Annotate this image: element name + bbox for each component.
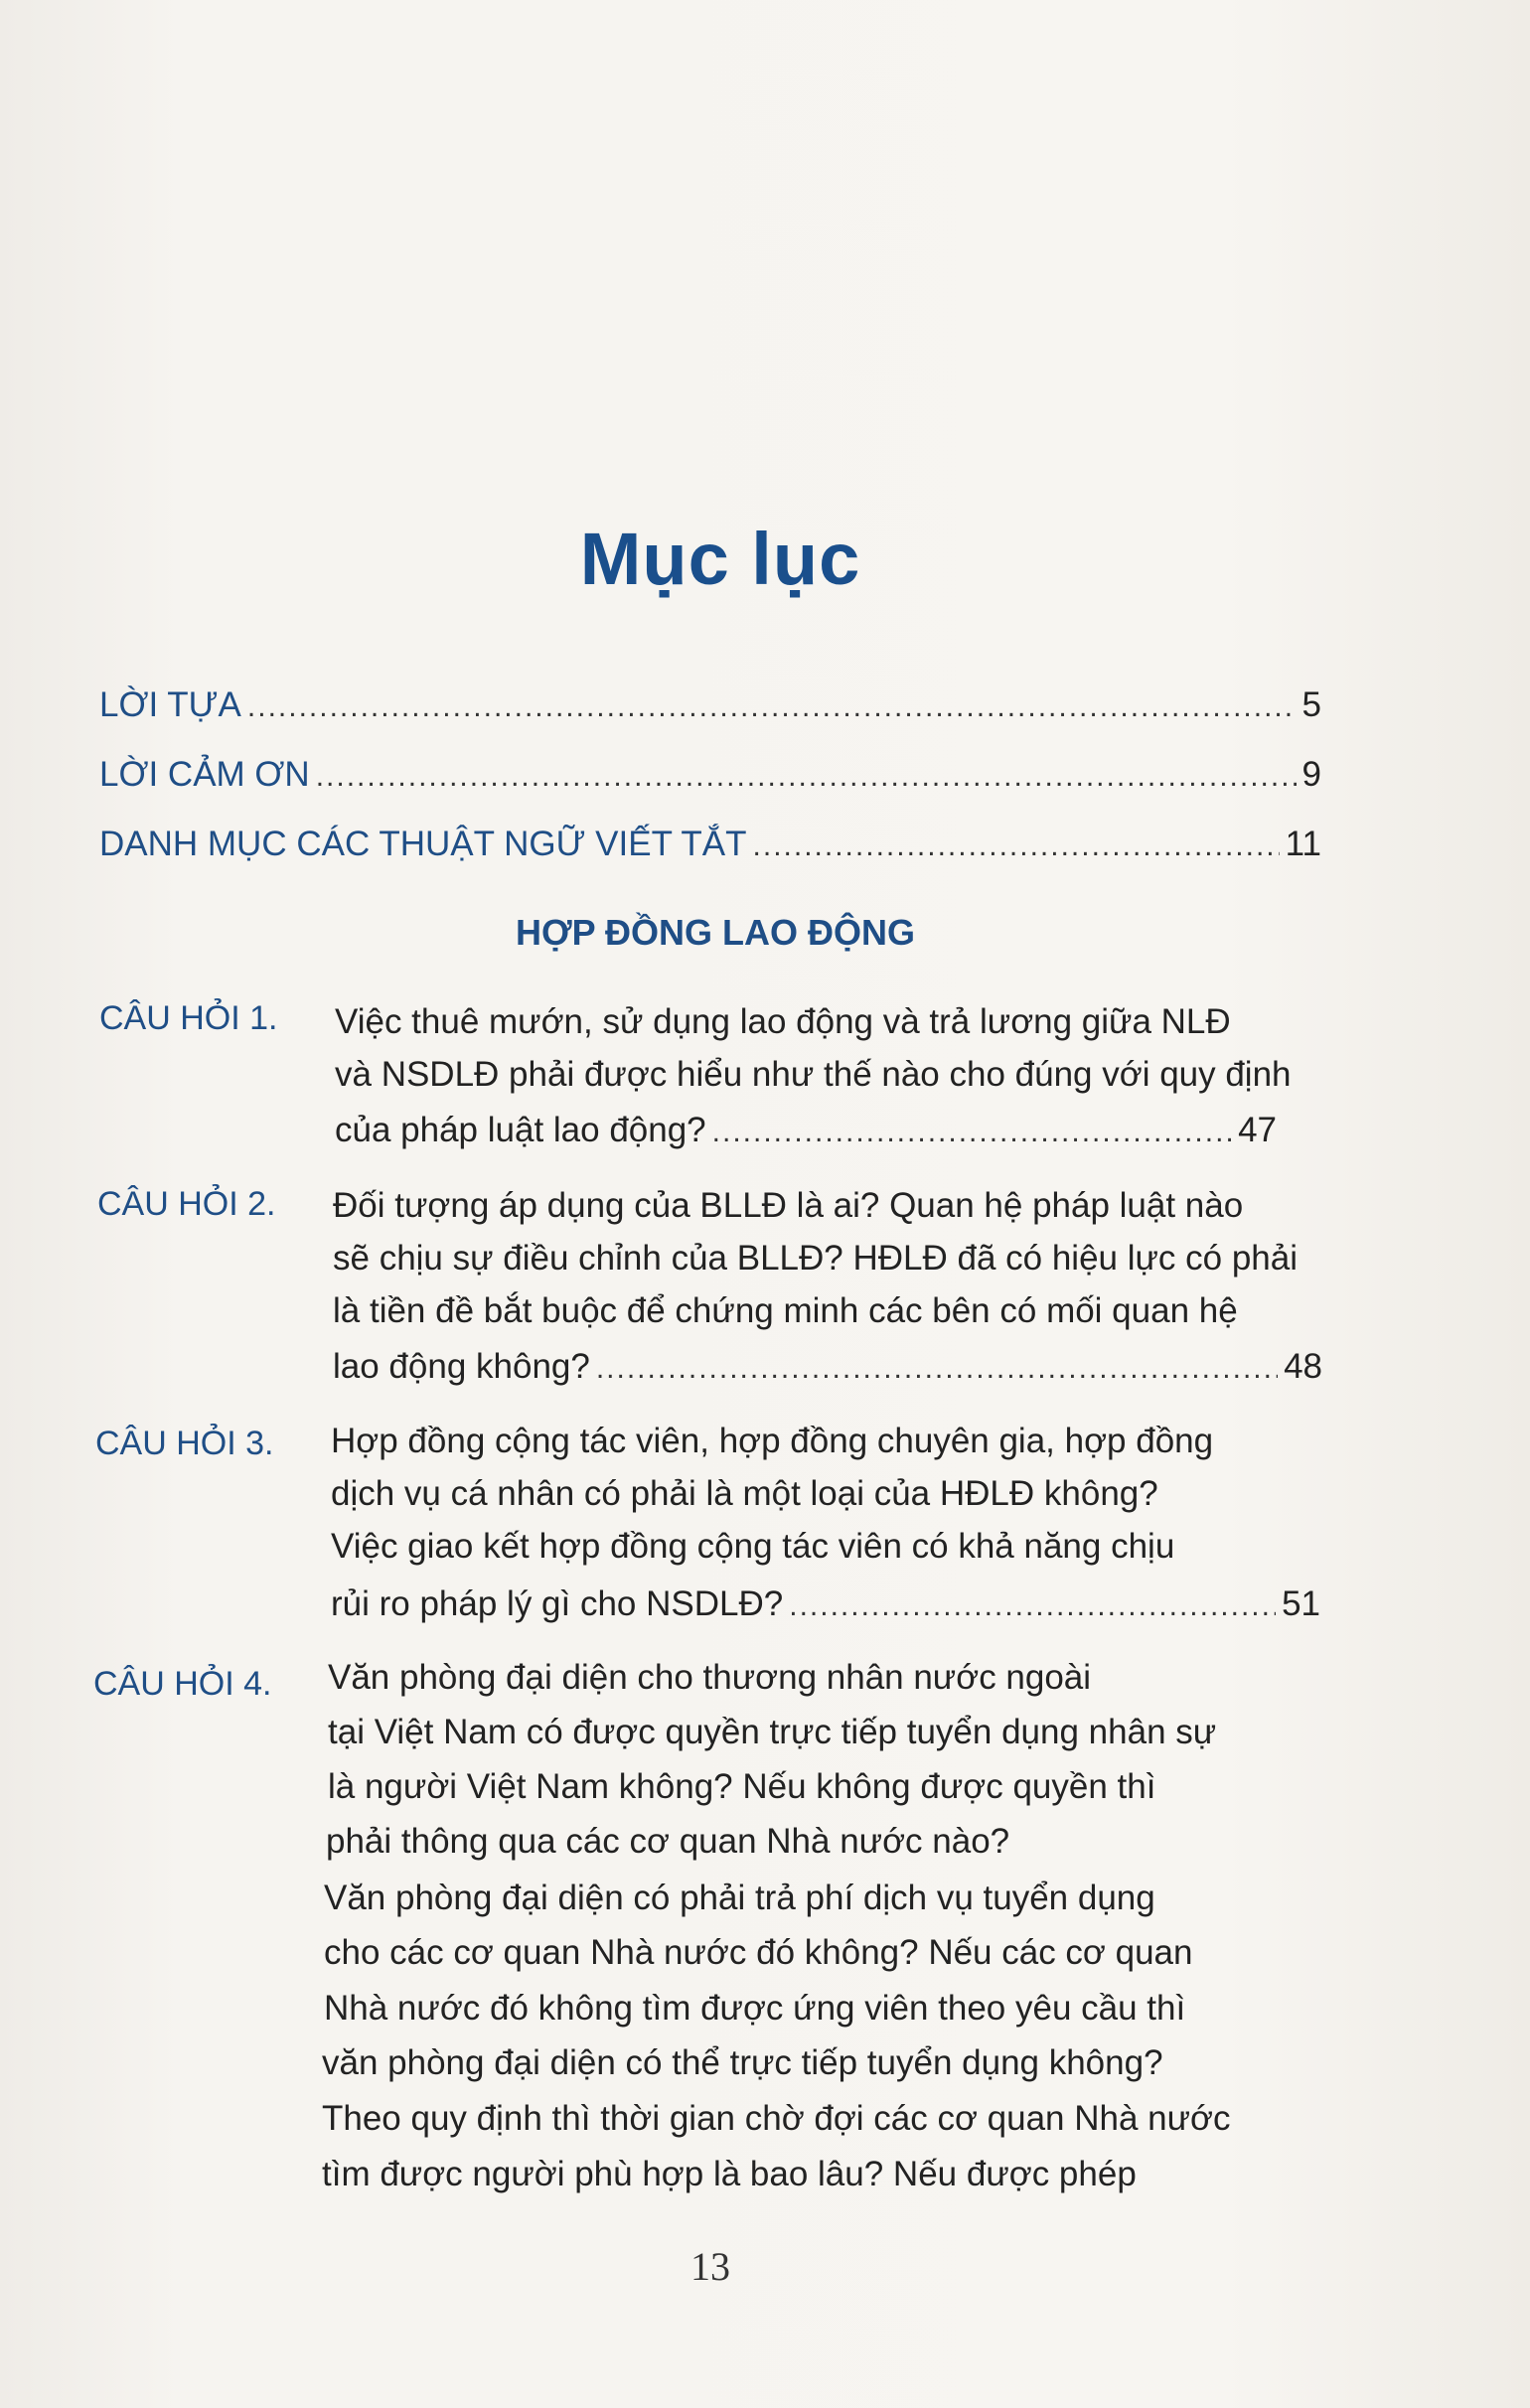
toc-entry-label: LỜI CẢM ƠN [99,755,310,794]
question-text-line: của pháp luật lao động? [335,1111,706,1149]
toc-entry-page: 5 [1301,685,1321,724]
question-text-line: Văn phòng đại diện có phải trả phí dịch vụ tuyển dụng [324,1879,1155,1917]
question-text-line: dịch vụ cá nhân có phải là một loại của HĐLĐ không? [331,1474,1158,1513]
toc-entry-label: LỜI TỰA [99,685,241,724]
question-text-line: Nhà nước đó không tìm được ứng viên theo yêu cầu thì [324,1989,1186,2028]
question-text-line: văn phòng đại diện có thể trực tiếp tuyển dụng không? [322,2043,1163,2082]
toc-entry-label: DANH MỤC CÁC THUẬT NGỮ VIẾT TẮT [99,825,747,863]
toc-entry-acknowledgements[interactable] [99,755,1321,795]
question-text-line: Đối tượng áp dụng của BLLĐ là ai? Quan hệ pháp luật nào [333,1186,1244,1225]
question-text-line: sẽ chịu sự điều chỉnh của BLLĐ? HĐLĐ đã có hiệu lực có phải [333,1239,1299,1278]
toc-entry-preface[interactable] [99,685,1321,725]
toc-entry-page: 47 [1238,1111,1277,1149]
question-text-line: tại Việt Nam có được quyền trực tiếp tuyển dụng nhân sự [328,1713,1217,1751]
section-heading: HỢP ĐỒNG LAO ĐỘNG [515,912,916,953]
question-text-line: phải thông qua các cơ quan Nhà nước nào? [326,1822,1010,1861]
dot-leader [247,690,1297,724]
toc-entry-page: 51 [1282,1584,1320,1623]
question-text-line: Hợp đồng cộng tác viên, hợp đồng chuyên gia, hợp đồng [331,1422,1214,1460]
question-text-line: là tiền đề bắt buộc để chứng minh các bên có mối quan hệ [333,1291,1238,1330]
question-label: CÂU HỎI 4. [93,1665,272,1703]
question-text-line: là người Việt Nam không? Nếu không được quyền thì [328,1767,1156,1806]
toc-entry-question-3[interactable] [331,1584,1320,1624]
dot-leader [789,1589,1276,1623]
question-text-line: và NSDLĐ phải được hiểu như thế nào cho đúng với quy định [335,1055,1292,1094]
question-text-line: Việc thuê mướn, sử dụng lao động và trả lương giữa NLĐ [335,1002,1231,1041]
toc-entry-question-2[interactable] [333,1347,1322,1387]
dot-leader [753,829,1280,863]
toc-entry-question-1[interactable] [335,1111,1277,1150]
toc-entry-abbreviations[interactable] [99,825,1321,864]
page-number: 13 [690,2244,730,2289]
question-text-line: tìm được người phù hợp là bao lâu? Nếu được phép [322,2155,1137,2193]
page-title: Mục lục [579,518,861,600]
question-text-line: cho các cơ quan Nhà nước đó không? Nếu các cơ quan [324,1933,1193,1972]
dot-leader [596,1352,1278,1386]
question-text-line: lao động không? [333,1347,590,1386]
toc-entry-page: 9 [1301,755,1321,794]
question-label: CÂU HỎI 1. [99,999,278,1037]
question-text-line: rủi ro pháp lý gì cho NSDLĐ? [331,1584,784,1623]
question-text-line: Theo quy định thì thời gian chờ đợi các cơ quan Nhà nước [322,2099,1231,2138]
dot-leader [316,760,1297,794]
question-text-line: Việc giao kết hợp đồng cộng tác viên có khả năng chịu [331,1527,1175,1566]
toc-entry-page: 11 [1285,825,1321,863]
question-label: CÂU HỎI 3. [95,1425,274,1462]
question-text-line: Văn phòng đại diện cho thương nhân nước ngoài [328,1658,1092,1697]
question-label: CÂU HỎI 2. [97,1185,276,1223]
dot-leader [712,1116,1232,1149]
toc-entry-page: 48 [1284,1347,1322,1386]
